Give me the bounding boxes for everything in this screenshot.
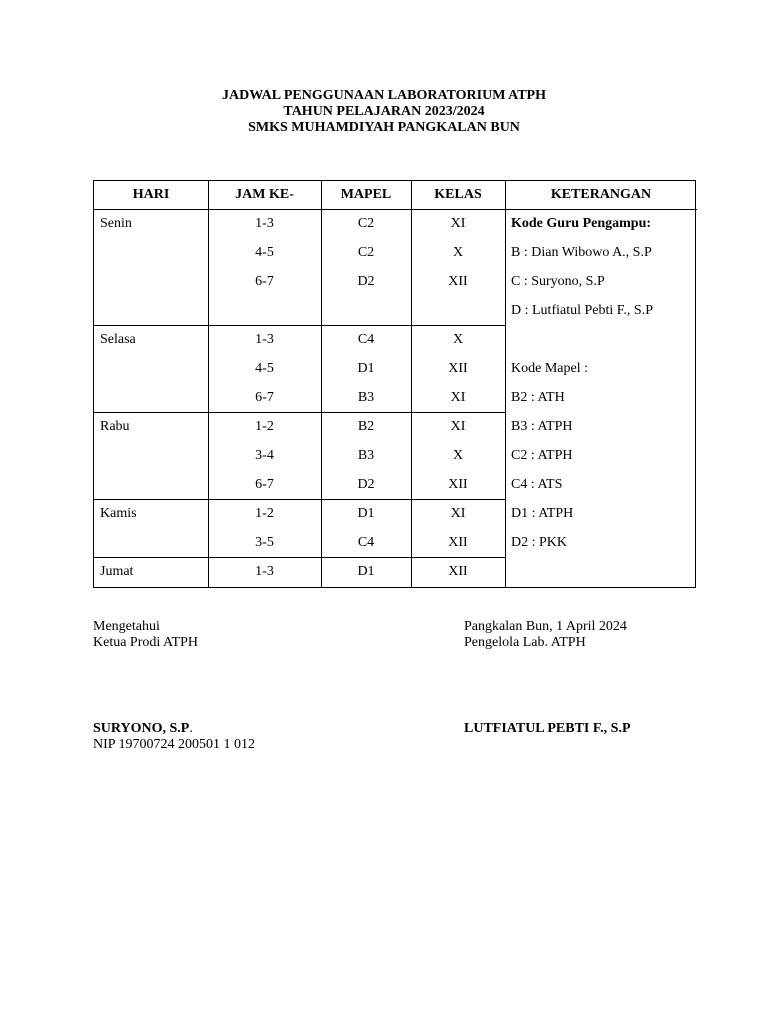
jam-cell: 4-5 xyxy=(255,245,274,260)
kelas-cell: XII xyxy=(448,477,468,492)
table-column-divider xyxy=(208,181,209,587)
signature-left xyxy=(93,619,198,651)
table-column-divider xyxy=(505,181,506,587)
document-title xyxy=(0,88,768,136)
mapel-cell: C4 xyxy=(357,535,375,550)
jam-cell: 3-4 xyxy=(255,448,274,463)
title-line-2: TAHUN PELAJARAN 2023/2024 xyxy=(283,104,485,119)
jam-cell: 3-5 xyxy=(255,535,274,550)
mapel-cell: B3 xyxy=(357,448,375,463)
jam-cell: 1-2 xyxy=(255,506,274,521)
title-line-1: JADWAL PENGGUNAAN LABORATORIUM ATPH xyxy=(222,88,546,103)
jam-cell: 4-5 xyxy=(255,361,274,376)
day-cell: Jumat xyxy=(100,564,134,579)
kelas-cell: X xyxy=(452,332,464,347)
kelas-cell: XI xyxy=(450,390,466,405)
day-cell: Senin xyxy=(100,216,132,231)
mapel-cell: B3 xyxy=(357,390,375,405)
day-row-divider xyxy=(94,557,505,558)
kelas-cell: XI xyxy=(450,216,466,231)
jam-cell: 6-7 xyxy=(255,477,274,492)
sig-right-line1: Pangkalan Bun, 1 April 2024 xyxy=(464,619,627,634)
jam-cell: 6-7 xyxy=(255,274,274,289)
kelas-cell: XII xyxy=(448,361,468,376)
sig-left-nip: NIP 19700724 200501 1 012 xyxy=(93,737,256,752)
signature-right xyxy=(464,619,627,651)
kelas-cell: X xyxy=(452,245,464,260)
mapel-cell: D1 xyxy=(357,506,375,521)
kelas-cell: XI xyxy=(450,419,466,434)
keterangan-subheading: Kode Mapel : xyxy=(511,361,588,376)
kelas-cell: XII xyxy=(448,564,468,579)
table-header-mapel: MAPEL xyxy=(340,187,392,202)
table-column-divider xyxy=(321,181,322,587)
schedule-table xyxy=(93,180,696,588)
table-column-divider xyxy=(411,181,412,587)
jam-cell: 6-7 xyxy=(255,390,274,405)
day-row-divider xyxy=(94,325,505,326)
sig-left-name: SURYONO, S.P xyxy=(93,721,190,736)
jam-cell: 1-3 xyxy=(255,564,274,579)
day-cell: Kamis xyxy=(100,506,137,521)
day-row-divider xyxy=(94,499,505,500)
sig-right-name: LUTFIATUL PEBTI F., S.P xyxy=(464,721,631,736)
jam-cell: 1-3 xyxy=(255,332,274,347)
table-header-keterangan: KETERANGAN xyxy=(550,187,652,202)
jam-cell: 1-2 xyxy=(255,419,274,434)
sig-right-line2: Pengelola Lab. ATPH xyxy=(464,635,586,650)
kelas-cell: XI xyxy=(450,506,466,521)
title-line-3: SMKS MUHAMDIYAH PANGKALAN BUN xyxy=(248,120,520,135)
table-header-hari: HARI xyxy=(132,187,170,202)
kelas-cell: X xyxy=(452,448,464,463)
keterangan-item: D1 : ATPH xyxy=(511,506,574,521)
keterangan-item: C4 : ATS xyxy=(511,477,563,492)
keterangan-item: C2 : ATPH xyxy=(511,448,573,463)
mapel-cell: C2 xyxy=(357,216,375,231)
keterangan-item: D : Lutfiatul Pebti F., S.P xyxy=(511,303,654,318)
sig-left-line2: Ketua Prodi ATPH xyxy=(93,635,198,650)
keterangan-item: B : Dian Wibowo A., S.P xyxy=(511,245,652,260)
mapel-cell: D2 xyxy=(357,274,375,289)
keterangan-item: D2 : PKK xyxy=(511,535,568,550)
keterangan-heading: Kode Guru Pengampu: xyxy=(511,216,652,231)
table-header-divider xyxy=(94,209,697,210)
table-header-kelas: KELAS xyxy=(434,187,482,202)
keterangan-item: B3 : ATPH xyxy=(511,419,573,434)
mapel-cell: C4 xyxy=(357,332,375,347)
jam-cell: 1-3 xyxy=(255,216,274,231)
mapel-cell: B2 xyxy=(357,419,375,434)
mapel-cell: C2 xyxy=(357,245,375,260)
mapel-cell: D1 xyxy=(357,564,375,579)
kelas-cell: XII xyxy=(448,535,468,550)
sig-left-line1: Mengetahui xyxy=(93,619,160,634)
day-row-divider xyxy=(94,412,505,413)
day-cell: Rabu xyxy=(100,419,130,434)
mapel-cell: D1 xyxy=(357,361,375,376)
keterangan-item: B2 : ATH xyxy=(511,390,565,405)
keterangan-item: C : Suryono, S.P xyxy=(511,274,605,289)
kelas-cell: XII xyxy=(448,274,468,289)
mapel-cell: D2 xyxy=(357,477,375,492)
signature-left-name-block xyxy=(93,721,255,753)
sig-left-name-suffix: . xyxy=(189,721,193,736)
day-cell: Selasa xyxy=(100,332,136,347)
table-header-jam-ke: JAM KE- xyxy=(235,187,294,202)
